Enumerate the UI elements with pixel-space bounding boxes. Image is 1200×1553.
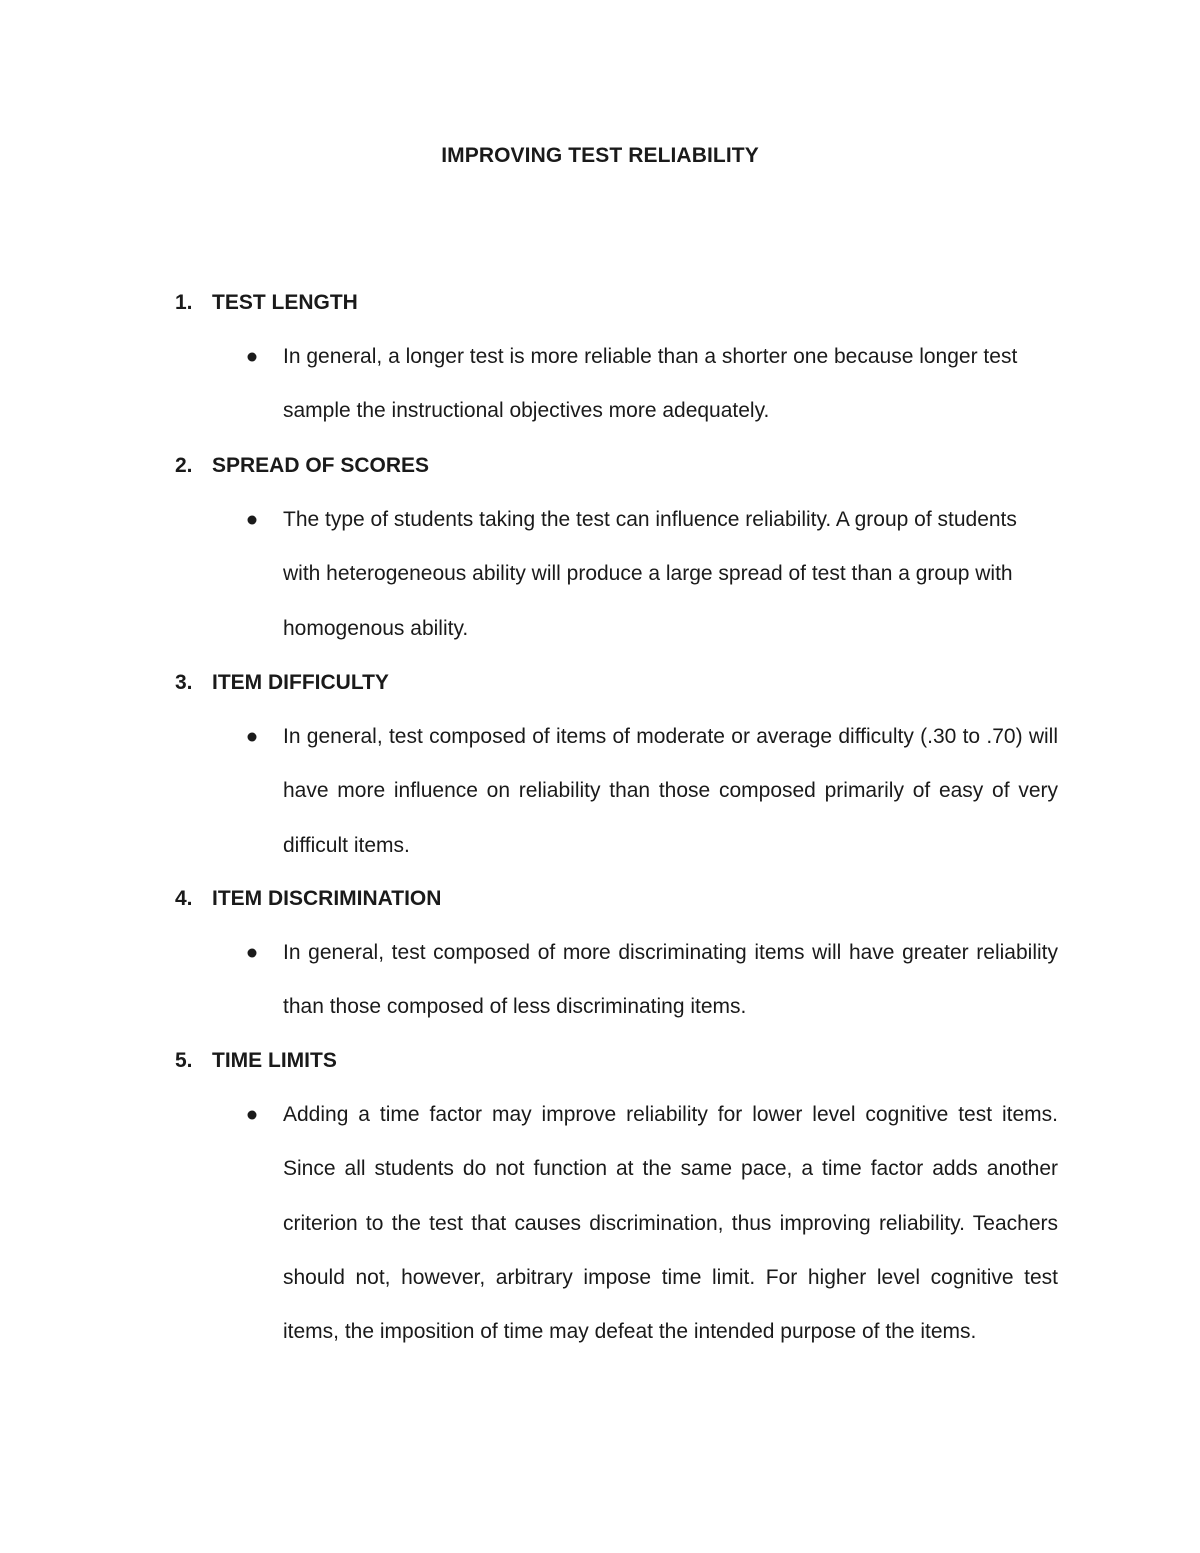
- section-heading-test-length: [175, 288, 358, 318]
- bullet-icon: [246, 351, 258, 363]
- bullet-icon: [246, 1109, 258, 1121]
- page-title: IMPROVING TEST RELIABILITY: [441, 144, 759, 167]
- section-number: 3.: [175, 671, 193, 694]
- section-body-spread-of-scores: The type of students taking the test can influence reliability. A group of students with heterogeneous ability will produce a large spread of test than a group with homogenous ability.: [283, 508, 1017, 640]
- bullet-icon: [246, 947, 258, 959]
- section-body-item-difficulty: In general, test composed of items of moderate or average difficulty (.30 to .70) will have more influence on reliability than those composed primarily of easy of very difficult items.: [283, 725, 1058, 857]
- section-heading-spread-of-scores: [175, 451, 429, 481]
- section-number: 4.: [175, 887, 193, 910]
- section-title: ITEM DIFFICULTY: [212, 671, 389, 694]
- section-heading-time-limits: [175, 1046, 337, 1076]
- section-heading-item-difficulty: [175, 668, 389, 698]
- section-heading-item-discrimination: [175, 884, 441, 914]
- section-body-test-length: In general, a longer test is more reliable than a shorter one because longer test sample the instructional objectives more adequately.: [283, 345, 1018, 423]
- section-number: 2.: [175, 454, 193, 477]
- section-body-item-discrimination: In general, test composed of more discriminating items will have greater reliability than those composed of less discriminating items.: [283, 941, 1058, 1019]
- section-number: 5.: [175, 1049, 193, 1072]
- bullet-icon: [246, 731, 258, 743]
- section-number: 1.: [175, 291, 193, 314]
- section-title: TEST LENGTH: [212, 291, 358, 314]
- section-title: SPREAD OF SCORES: [212, 454, 430, 477]
- section-title: TIME LIMITS: [212, 1049, 337, 1072]
- bullet-icon: [246, 514, 258, 526]
- section-body-time-limits: Adding a time factor may improve reliability for lower level cognitive test items. Since all students do not function at the same pace, a time factor adds another criterion to the test that causes discrimination, thus improving reliability. Teachers should not, however, arbitrary impose time limit. For higher level cognitive test items, the imposition of time may defeat the intended purpose of the items.: [283, 1103, 1058, 1344]
- section-title: ITEM DISCRIMINATION: [212, 887, 442, 910]
